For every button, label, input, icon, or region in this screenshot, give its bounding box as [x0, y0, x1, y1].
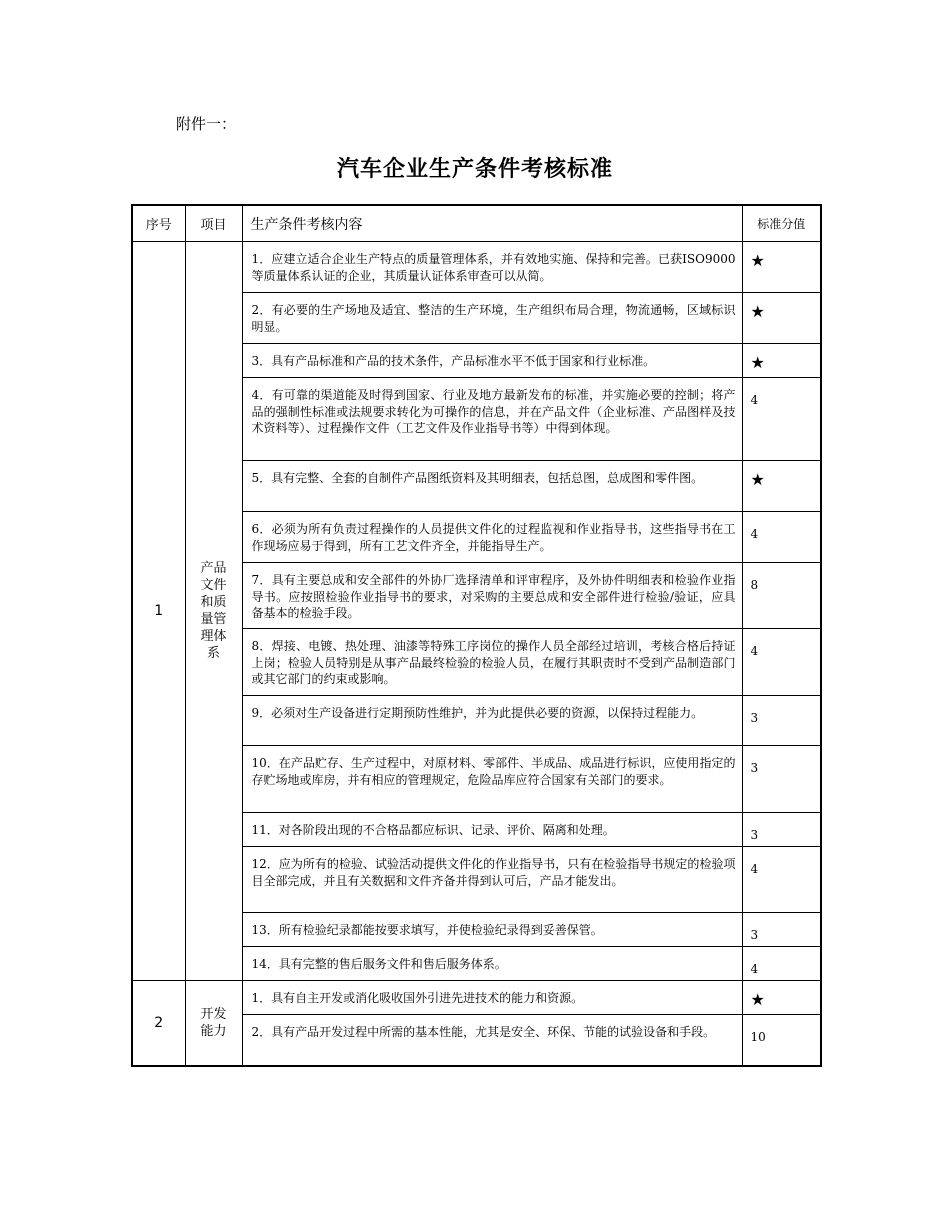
criterion-score: 8 — [742, 563, 821, 629]
assessment-table — [131, 204, 822, 1067]
criterion-text: 2．有必要的生产场地及适宜、整洁的生产环境，生产组织布局合理，物流通畅，区域标识明显。 — [242, 293, 742, 344]
criterion-text: 5．具有完整、全套的自制件产品图纸资料及其明细表，包括总图，总成图和零件图。 — [242, 461, 742, 512]
criterion-text: 4．有可靠的渠道能及时得到国家、行业及地方最新发布的标准，并实施必要的控制；将产品的强制性标准或法规要求转化为可操作的信息，并在产品文件（企业标准、产品图样及技术资料等）、过程操作文件（工艺文件及作业指导书等）中得到体现。 — [242, 378, 742, 461]
criterion-score: 10 — [742, 1015, 821, 1066]
criterion-text: 1．具有自主开发或消化吸收国外引进先进技术的能力和资源。 — [242, 981, 742, 1015]
criterion-text: 13．所有检验纪录都能按要求填写，并使检验纪录得到妥善保管。 — [242, 913, 742, 947]
criterion-text: 6．必须为所有负责过程操作的人员提供文件化的过程监视和作业指导书，这些指导书在工作现场应易于得到，所有工艺文件齐全，并能指导生产。 — [242, 512, 742, 563]
column-header-content: 生产条件考核内容 — [242, 205, 742, 242]
criterion-score: 3 — [742, 696, 821, 746]
table-header-row — [132, 205, 821, 242]
criterion-text: 12．应为所有的检验、试验活动提供文件化的作业指导书，只有在检验指导书规定的检验项目全部完成，并且有关数据和文件齐备并得到认可后，产品才能发出。 — [242, 847, 742, 913]
column-header-number: 序号 — [132, 205, 185, 242]
criterion-text: 8．焊接、电镀、热处理、油漆等特殊工序岗位的操作人员全部经过培训，考核合格后持证上岗；检验人员特别是从事产品最终检验的检验人员，在履行其职责时不受到产品制造部门或其它部门的约束或影响。 — [242, 629, 742, 696]
attachment-label: 附件一： — [176, 115, 237, 133]
criterion-text: 1．应建立适合企业生产特点的质量管理体系，并有效地实施、保持和完善。已获ISO9000等质量体系认证的企业，其质量认证体系审查可以从简。 — [242, 242, 742, 293]
criterion-score: ★ — [742, 461, 821, 512]
criterion-text: 2．具有产品开发过程中所需的基本性能，尤其是安全、环保、节能的试验设备和手段。 — [242, 1015, 742, 1066]
criterion-score: ★ — [742, 242, 821, 293]
group-category: 产品文件和质量管理体系 — [185, 242, 242, 981]
criterion-text: 14．具有完整的售后服务文件和售后服务体系。 — [242, 947, 742, 981]
criterion-score: 3 — [742, 913, 821, 947]
criterion-score: ★ — [742, 981, 821, 1015]
criterion-score: 3 — [742, 746, 821, 813]
column-header-item: 项目 — [185, 205, 242, 242]
criterion-text: 11．对各阶段出现的不合格品都应标识、记录、评价、隔离和处理。 — [242, 813, 742, 847]
document-title: 汽车企业生产条件考核标准 — [336, 157, 613, 182]
criterion-score: 4 — [742, 629, 821, 696]
criterion-text: 7．具有主要总成和安全部件的外协厂选择清单和评审程序，及外协件明细表和检验作业指导书。应按照检验作业指导书的要求，对采购的主要总成和安全部件进行检验/验证，应具备基本的检验手段。 — [242, 563, 742, 629]
table-row — [132, 242, 821, 293]
group-category: 开发能力 — [185, 981, 242, 1066]
criterion-text: 3．具有产品标准和产品的技术条件，产品标准水平不低于国家和行业标准。 — [242, 344, 742, 378]
criterion-score: 4 — [742, 378, 821, 461]
table-row — [132, 981, 821, 1015]
group-number: 2 — [132, 981, 185, 1066]
group-number: 1 — [132, 242, 185, 981]
criterion-text: 9．必须对生产设备进行定期预防性维护，并为此提供必要的资源，以保持过程能力。 — [242, 696, 742, 746]
column-header-score: 标准分值 — [742, 205, 821, 242]
criterion-score: ★ — [742, 344, 821, 378]
criterion-score: ★ — [742, 293, 821, 344]
criterion-score: 4 — [742, 847, 821, 913]
criterion-score: 4 — [742, 512, 821, 563]
criterion-text: 10．在产品贮存、生产过程中，对原材料、零部件、半成品、成品进行标识，应使用指定的存贮场地或库房，并有相应的管理规定，危险品库应符合国家有关部门的要求。 — [242, 746, 742, 813]
criterion-score: 3 — [742, 813, 821, 847]
criterion-score: 4 — [742, 947, 821, 981]
